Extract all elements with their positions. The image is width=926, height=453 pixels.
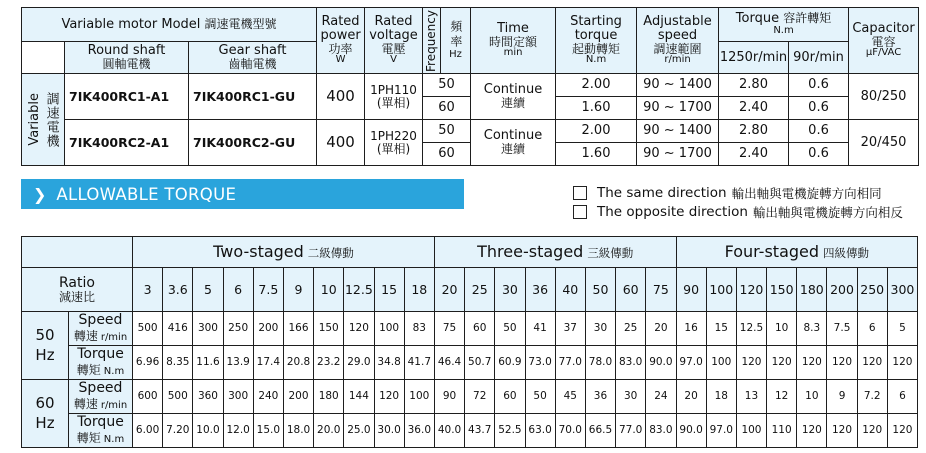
allowable-torque-table [21,236,918,448]
legend-same-direction [573,184,882,202]
ratio-value: 250 [857,268,887,312]
speed-unit: r/min [100,332,128,344]
capacitor-header [849,8,919,74]
torque-label-cell [69,346,133,380]
group-name-zh: 四級傳動 [823,245,870,260]
torque-value: 36.0 [404,414,434,448]
ratio-value: 36 [525,268,555,312]
time-header [471,8,556,74]
torque-value: 60.9 [495,346,525,380]
ratio-value: 120 [736,268,766,312]
rated-power-header [317,8,365,74]
torque-value: 20.8 [283,346,313,380]
torque-value: 6.96 [133,346,163,380]
torque-value: 29.0 [344,346,374,380]
model-round-shaft: 7IK400RC2-A1 [65,120,189,166]
rated-voltage-label: Rated voltage [369,14,418,43]
torque-value: 70.0 [555,414,585,448]
speed-value: 5 [887,312,917,346]
speed-value: 13 [736,380,766,414]
model-starting-torque: 1.60 [556,97,637,120]
speed-label: Speed [78,379,123,396]
frequency-zh-cell [441,8,471,74]
speed-row [22,380,918,414]
torque-value: 40.0 [434,414,464,448]
torque-header [719,8,849,42]
torque-value: 43.7 [465,414,495,448]
group-header-blank [22,237,133,268]
adjustable-speed-label: Adjustable speed [643,14,712,43]
torque-value: 11.6 [193,346,223,380]
model-power: 400 [317,120,365,166]
model-torque-1250: 2.80 [719,120,789,143]
time-label-zh: 時間定額 [489,34,538,49]
speed-value: 120 [374,380,404,414]
speed-value: 30 [616,380,646,414]
speed-value: 300 [193,312,223,346]
torque-value: 90.0 [646,346,676,380]
torque-value: 120 [827,414,857,448]
speed-value: 72 [465,380,495,414]
capacitor-label-zh: 電容 [871,34,896,49]
rated-power-label: Rated power [320,14,361,43]
ratio-label-zh: 減速比 [58,289,95,304]
starting-torque-header [556,8,637,74]
gear-shaft-header [189,42,317,74]
speed-value: 10 [767,312,797,346]
speed-label-zh: 轉速 [73,329,98,344]
frequency-cell [22,380,69,448]
ratio-label-cell [22,268,133,312]
torque-row [22,346,918,380]
torque-value: 34.8 [374,346,404,380]
rated-power-label-zh: 功率 [328,41,353,56]
ratio-value: 3.6 [163,268,193,312]
legend-same-zh: 輸出軸與電機旋轉方向相同 [731,186,882,201]
checkbox-icon [573,205,587,219]
speed-value: 6 [887,380,917,414]
model-torque-90: 0.6 [789,97,849,120]
model-frequency: 50 [423,120,471,143]
time-unit: min [503,47,523,59]
torque-value: 97.0 [706,414,736,448]
model-torque-1250: 2.40 [719,97,789,120]
torque-value: 50.7 [465,346,495,380]
model-round-shaft: 7IK400RC1-A1 [65,74,189,120]
rated-voltage-label-zh: 電壓 [381,41,406,56]
speed-value: 100 [374,312,404,346]
frequency-unit: Hz [35,413,55,432]
torque-unit: N.m [773,25,794,37]
time-label: Time [497,21,529,37]
torque-value: 25.0 [344,414,374,448]
torque-value: 120 [827,346,857,380]
speed-value: 50 [525,380,555,414]
starting-torque-unit: N.m [585,54,607,66]
torque-label: Torque [735,11,780,27]
speed-row [22,312,918,346]
torque-value: 77.0 [616,414,646,448]
torque-label: Torque [77,413,124,430]
ratio-value: 75 [646,268,676,312]
adjustable-speed-header [637,8,719,74]
torque-value: 120 [857,346,887,380]
torque-value: 78.0 [585,346,615,380]
legend-same-en: The same direction [597,185,727,201]
speed-value: 24 [646,380,676,414]
frequency-unit: Hz [35,345,55,364]
speed-value: 37 [555,312,585,346]
speed-label: Speed [78,311,123,328]
legend-opposite-en: The opposite direction [597,204,748,220]
torque-label-sub [69,429,132,446]
torque-value: 6.00 [133,414,163,448]
model-torque-90: 0.6 [789,143,849,166]
gear-shaft-label: Gear shaft [218,43,287,59]
model-torque-90: 0.6 [789,74,849,97]
model-time [471,120,556,166]
torque-value: 63.0 [525,414,555,448]
model-voltage [365,120,423,166]
torque-value: 10.0 [193,414,223,448]
speed-value: 30 [585,312,615,346]
speed-value: 60 [465,312,495,346]
group-name: Four-staged [724,241,820,261]
speed-value: 7.2 [857,380,887,414]
ratio-value: 90 [676,268,706,312]
speed-value: 300 [223,380,253,414]
torque-value: 17.4 [253,346,283,380]
torque-value: 120 [797,346,827,380]
model-speed-range: 90 ~ 1400 [637,120,719,143]
torque-value: 90.0 [676,414,706,448]
torque-1250-header: 1250r/min [719,42,789,74]
torque-unit: N.m [103,366,125,378]
torque-value: 100 [706,346,736,380]
torque-value: 73.0 [525,346,555,380]
model-voltage-zh: (單相) [376,141,411,156]
torque-90-header: 90r/min [789,42,849,74]
model-time [471,74,556,120]
chevron-right-icon: ❯ [33,184,47,204]
model-time-value: Continue [483,82,543,98]
torque-value: 120 [767,346,797,380]
speed-value: 45 [555,380,585,414]
speed-value: 18 [706,380,736,414]
torque-value: 8.35 [163,346,193,380]
speed-value: 6 [857,312,887,346]
capacitor-unit: μF/VAC [865,47,902,59]
motor-spec-table [21,7,919,166]
model-frequency: 60 [423,97,471,120]
torque-value: 77.0 [555,346,585,380]
speed-value: 50 [495,312,525,346]
frequency-value: 50 [35,326,55,344]
torque-label-sub [69,361,132,378]
torque-label-cell [69,414,133,448]
torque-value: 23.2 [314,346,344,380]
torque-value: 120 [887,346,917,380]
frequency-unit: Hz [449,49,462,61]
model-starting-torque: 1.60 [556,143,637,166]
ratio-row [22,268,918,312]
model-voltage-zh: (單相) [376,95,411,110]
group-header [676,237,918,268]
speed-value: 16 [676,312,706,346]
ratio-value: 18 [404,268,434,312]
variable-label: Variable [27,93,43,146]
speed-value: 360 [193,380,223,414]
capacitor-label: Capacitor [852,21,915,37]
model-speed-range: 90 ~ 1400 [637,74,719,97]
model-speed-range: 90 ~ 1700 [637,97,719,120]
group-header [133,237,435,268]
ratio-value: 6 [223,268,253,312]
speed-unit: r/min [100,400,128,412]
gear-shaft-label-zh: 齒軸電機 [228,57,277,72]
ratio-value: 5 [193,268,223,312]
torque-value: 120 [797,414,827,448]
model-speed-range: 90 ~ 1700 [637,143,719,166]
speed-label-cell [69,312,133,346]
speed-value: 12 [767,380,797,414]
speed-value: 180 [314,380,344,414]
speed-value: 83 [404,312,434,346]
model-torque-1250: 2.40 [719,143,789,166]
checkbox-icon [573,186,587,200]
speed-value: 7.5 [827,312,857,346]
starting-torque-label-zh: 起動轉矩 [572,41,621,56]
torque-value: 15.0 [253,414,283,448]
torque-label-zh: 容許轉矩 [783,11,832,26]
model-frequency: 60 [423,143,471,166]
frequency-label: Frequency [424,9,439,72]
model-time-value: Continue [483,128,543,144]
torque-value: 52.5 [495,414,525,448]
torque-label-zh: 轉矩 [76,363,101,378]
model-time-zh: 連續 [501,96,526,111]
speed-value: 500 [133,312,163,346]
speed-value: 20 [676,380,706,414]
torque-row [22,414,918,448]
legend-opposite-zh: 輸出軸與電機旋轉方向相反 [752,205,903,220]
speed-value: 10 [797,380,827,414]
torque-value: 120 [887,414,917,448]
ratio-label: Ratio [59,274,95,291]
torque-value: 46.4 [434,346,464,380]
model-voltage-value: 1PH110 [370,82,417,97]
group-name-zh: 二級傳動 [307,245,354,260]
torque-value: 66.5 [585,414,615,448]
ratio-value: 7.5 [253,268,283,312]
model-torque-90: 0.6 [789,120,849,143]
rated-voltage-unit: V [390,54,397,66]
torque-unit: N.m [103,434,125,446]
ratio-value: 200 [827,268,857,312]
model-torque-1250: 2.80 [719,74,789,97]
rated-power-unit: W [335,54,346,66]
banner-title: ALLOWABLE TORQUE [56,184,237,204]
torque-value: 97.0 [676,346,706,380]
speed-value: 150 [314,312,344,346]
speed-value: 90 [434,380,464,414]
model-capacitor: 20/450 [849,120,919,166]
rated-voltage-header [365,8,423,74]
ratio-value: 12.5 [344,268,374,312]
torque-value: 83.0 [646,414,676,448]
torque-value: 18.0 [283,414,313,448]
speed-value: 600 [133,380,163,414]
speed-label-cell [69,380,133,414]
allowable-torque-banner [21,179,464,209]
torque-value: 120 [857,414,887,448]
torque-value: 83.0 [616,346,646,380]
model-gear-shaft: 7IK400RC2-GU [189,120,317,166]
model-frequency: 50 [423,74,471,97]
ratio-value: 180 [797,268,827,312]
speed-value: 8.3 [797,312,827,346]
ratio-value: 30 [495,268,525,312]
frequency-cell [22,312,69,380]
group-header [434,237,676,268]
ratio-value: 25 [465,268,495,312]
model-starting-torque: 2.00 [556,74,637,97]
speed-value: 250 [223,312,253,346]
model-title: Variable motor Model [61,16,201,32]
group-name: Two-staged [213,241,304,261]
round-shaft-label-zh: 圓軸電機 [102,57,151,72]
legend-opposite-direction [573,203,903,221]
variable-side-label [22,74,65,166]
speed-value: 100 [404,380,434,414]
speed-value: 200 [283,380,313,414]
speed-label-sub [69,395,132,412]
torque-value: 20.0 [314,414,344,448]
model-power: 400 [317,74,365,120]
model-capacitor: 80/250 [849,74,919,120]
model-voltage [365,74,423,120]
ratio-value: 100 [706,268,736,312]
adjustable-speed-label-zh: 調速範圍 [653,41,702,56]
speed-value: 166 [283,312,313,346]
speed-value: 60 [495,380,525,414]
ratio-value: 150 [767,268,797,312]
ratio-value: 20 [434,268,464,312]
speed-value: 36 [585,380,615,414]
blank-corner [22,42,65,74]
torque-value: 120 [736,346,766,380]
model-title-zh: 調速電機型號 [204,16,277,31]
speed-value: 200 [253,312,283,346]
speed-value: 41 [525,312,555,346]
torque-label-zh: 轉矩 [76,431,101,446]
model-time-zh: 連續 [501,142,526,157]
speed-value: 25 [616,312,646,346]
model-title-cell [22,8,317,42]
frequency-value: 60 [35,394,55,412]
ratio-value: 60 [616,268,646,312]
speed-value: 416 [163,312,193,346]
torque-value: 12.0 [223,414,253,448]
torque-value: 100 [736,414,766,448]
group-header-row [22,237,918,268]
torque-value: 30.0 [374,414,404,448]
speed-value: 500 [163,380,193,414]
ratio-value: 3 [133,268,163,312]
ratio-value: 50 [585,268,615,312]
torque-label: Torque [77,345,124,362]
round-shaft-label: Round shaft [87,43,166,59]
group-name: Three-staged [477,241,584,261]
speed-label-zh: 轉速 [73,397,98,412]
speed-value: 144 [344,380,374,414]
torque-value: 7.20 [163,414,193,448]
ratio-value: 15 [374,268,404,312]
round-shaft-header [65,42,189,74]
ratio-value: 40 [555,268,585,312]
speed-value: 75 [434,312,464,346]
speed-label-sub [69,327,132,344]
variable-label-zh: 調速電機 [43,91,59,148]
adjustable-speed-unit: r/min [664,54,691,66]
torque-value: 41.7 [404,346,434,380]
speed-value: 120 [344,312,374,346]
model-starting-torque: 2.00 [556,120,637,143]
group-name-zh: 三級傳動 [587,245,634,260]
starting-torque-label: Starting torque [570,14,622,43]
ratio-value: 9 [283,268,313,312]
torque-value: 110 [767,414,797,448]
speed-value: 240 [253,380,283,414]
ratio-value: 300 [887,268,917,312]
speed-value: 12.5 [736,312,766,346]
speed-value: 9 [827,380,857,414]
speed-value: 20 [646,312,676,346]
frequency-label-zh: 頻率 [448,20,463,51]
model-gear-shaft: 7IK400RC1-GU [189,74,317,120]
frequency-label-cell [423,8,441,74]
model-voltage-value: 1PH220 [370,128,417,143]
speed-value: 15 [706,312,736,346]
ratio-value: 10 [314,268,344,312]
torque-value: 13.9 [223,346,253,380]
